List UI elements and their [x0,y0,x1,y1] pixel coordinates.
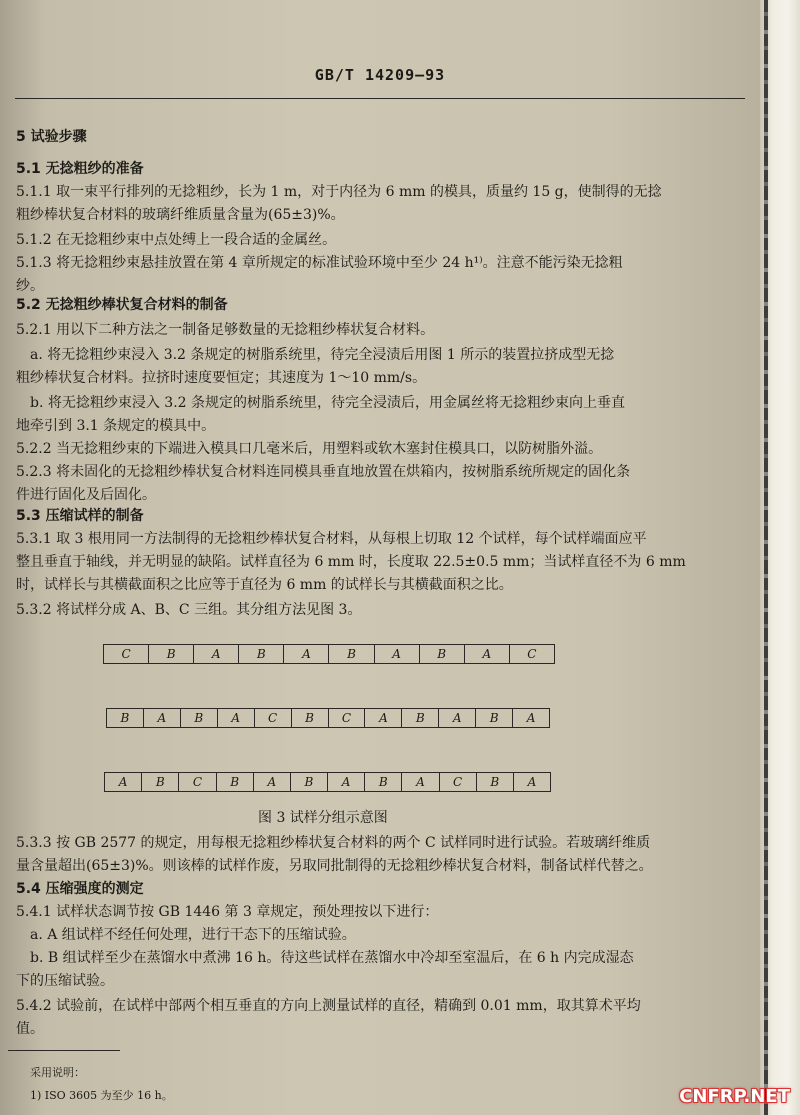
header-rule [15,98,745,99]
footnote-rule [8,1050,120,1051]
sample-cell: C [179,773,216,791]
sample-cell: B [107,709,144,727]
sample-cell: B [329,645,374,663]
sample-cell: B [292,709,329,727]
paragraph-line: 纱。 [16,278,44,294]
sample-cell: C [329,709,366,727]
sample-cell: A [328,773,365,791]
sample-cell: B [291,773,328,791]
sample-group-row-1 [103,644,555,664]
paragraph-line: 粗纱棒状复合材料的玻璃纤维质量含量为(65±3)%。 [16,207,345,223]
paragraph-line: 5.2.2 当无捻粗纱束的下端进入模具口几毫米后，用塑料或软木塞封住模具口，以防树脂外溢。 [16,441,603,457]
paragraph-line: 5.4.1 试样状态调节按 GB 1446 第 3 章规定，预处理按以下进行： [16,904,439,920]
paragraph-line: 5.1.3 将无捻粗纱束悬挂放置在第 4 章所规定的标准试验环境中至少 24 h¹⁾。注意不能污染无捻粗 [16,255,623,271]
site-watermark: CNFRP.NET [679,1086,790,1107]
sample-group-row-3 [104,772,551,792]
paragraph-line: 5.3.3 按 GB 2577 的规定，用每根无捻粗纱棒状复合材料的两个 C 试样同时进行试验。若玻璃纤维质 [16,835,651,851]
sample-cell: A [194,645,239,663]
paragraph-line: 5.4.2 试验前，在试样中部两个相互垂直的方向上测量试样的直径，精确到 0.01 mm，取其算术平均 [16,998,641,1014]
sample-cell: A [375,645,420,663]
subsection-heading: 5.4 压缩强度的测定 [16,881,144,897]
paragraph-line: a. A 组试样不经任何处理，进行干态下的压缩试验。 [30,927,356,943]
sample-cell: B [239,645,284,663]
paragraph-line: 5.1.1 取一束平行排列的无捻粗纱，长为 1 m，对于内径为 6 mm 的模具，质量约 15 g，使制得的无捻 [16,184,662,200]
sample-cell: A [254,773,291,791]
sample-cell: B [420,645,465,663]
paragraph-line: b. B 组试样至少在蒸馏水中煮沸 16 h。待这些试样在蒸馏水中冷却至室温后，在 6 h 内完成湿态 [30,950,634,966]
subsection-heading: 5.3 压缩试样的制备 [16,508,144,524]
standard-number-header: GB/T 14209—93 [314,66,446,84]
figure-caption: 图 3 试样分组示意图 [258,810,388,826]
sample-cell: B [149,645,194,663]
sample-cell: A [365,709,402,727]
paragraph-line: 地牵引到 3.1 条规定的模具中。 [16,418,216,434]
paragraph-line: b. 将无捻粗纱束浸入 3.2 条规定的树脂系统里，待完全浸渍后，用金属丝将无捻粗纱束向上垂直 [30,395,626,411]
sample-cell: B [476,709,513,727]
sample-cell: A [402,773,439,791]
footnote-label: 采用说明： [30,1066,85,1079]
paragraph-line: a. 将无捻粗纱束浸入 3.2 条规定的树脂系统里，待完全浸渍后用图 1 所示的装置拉挤成型无捻 [30,347,615,363]
sample-cell: A [439,709,476,727]
sample-cell: A [144,709,181,727]
paragraph-line: 时，试样长与其横截面积之比应等于直径为 6 mm 的试样长与其横截面积之比。 [16,577,513,593]
sample-cell: B [477,773,514,791]
sample-cell: A [218,709,255,727]
paragraph-line: 下的压缩试验。 [16,973,114,989]
sample-cell: C [104,645,149,663]
paragraph-line: 量含量超出(65±3)%。则该棒的试样作废，另取同批制得的无捻粗纱棒状复合材料，制备试样代替之。 [16,858,653,874]
sample-group-row-2 [106,708,550,728]
sample-cell: B [402,709,439,727]
sample-cell: A [527,775,537,789]
sample-cell: C [440,773,477,791]
paragraph-line: 5.2.3 将未固化的无捻粗纱棒状复合材料连同模具垂直地放置在烘箱内，按树脂系统所规定的固化条 [16,464,631,480]
sample-cell: B [217,773,254,791]
paragraph-line: 5.3.2 将试样分成 A、B、C 三组。其分组方法见图 3。 [16,602,362,618]
sample-cell: A [465,645,510,663]
paragraph-line: 5.3.1 取 3 根用同一方法制得的无捻粗纱棒状复合材料，从每根上切取 12 个试样，每个试样端面应平 [16,531,647,547]
paragraph-line: 5.1.2 在无捻粗纱束中点处缚上一段合适的金属丝。 [16,232,337,248]
subsection-heading: 5.2 无捻粗纱棒状复合材料的制备 [16,297,228,313]
paragraph-line: 件进行固化及后固化。 [16,487,156,503]
sample-cell: C [255,709,292,727]
paragraph-line: 整且垂直于轴线，并无明显的缺陷。试样直径为 6 mm 时，长度取 22.5±0.5 mm；当试样直径不为 6 mm [16,554,686,570]
paragraph-line: 粗纱棒状复合材料。拉挤时速度要恒定；其速度为 1～10 mm/s。 [16,370,427,386]
sample-cell: A [284,645,329,663]
subsection-heading: 5.1 无捻粗纱的准备 [16,161,144,177]
paragraph-line: 值。 [16,1021,44,1037]
sample-cell: B [142,773,179,791]
section-heading: 5 试验步骤 [16,129,87,145]
footnote-text: 1) ISO 3605 为至少 16 h。 [30,1089,173,1102]
sample-cell: A [526,711,536,725]
sample-cell: B [181,709,218,727]
sample-cell: C [527,647,537,661]
paragraph-line: 5.2.1 用以下二种方法之一制备足够数量的无捻粗纱棒状复合材料。 [16,322,435,338]
sample-cell: B [365,773,402,791]
sample-cell: A [105,773,142,791]
book-binding [760,0,800,1115]
